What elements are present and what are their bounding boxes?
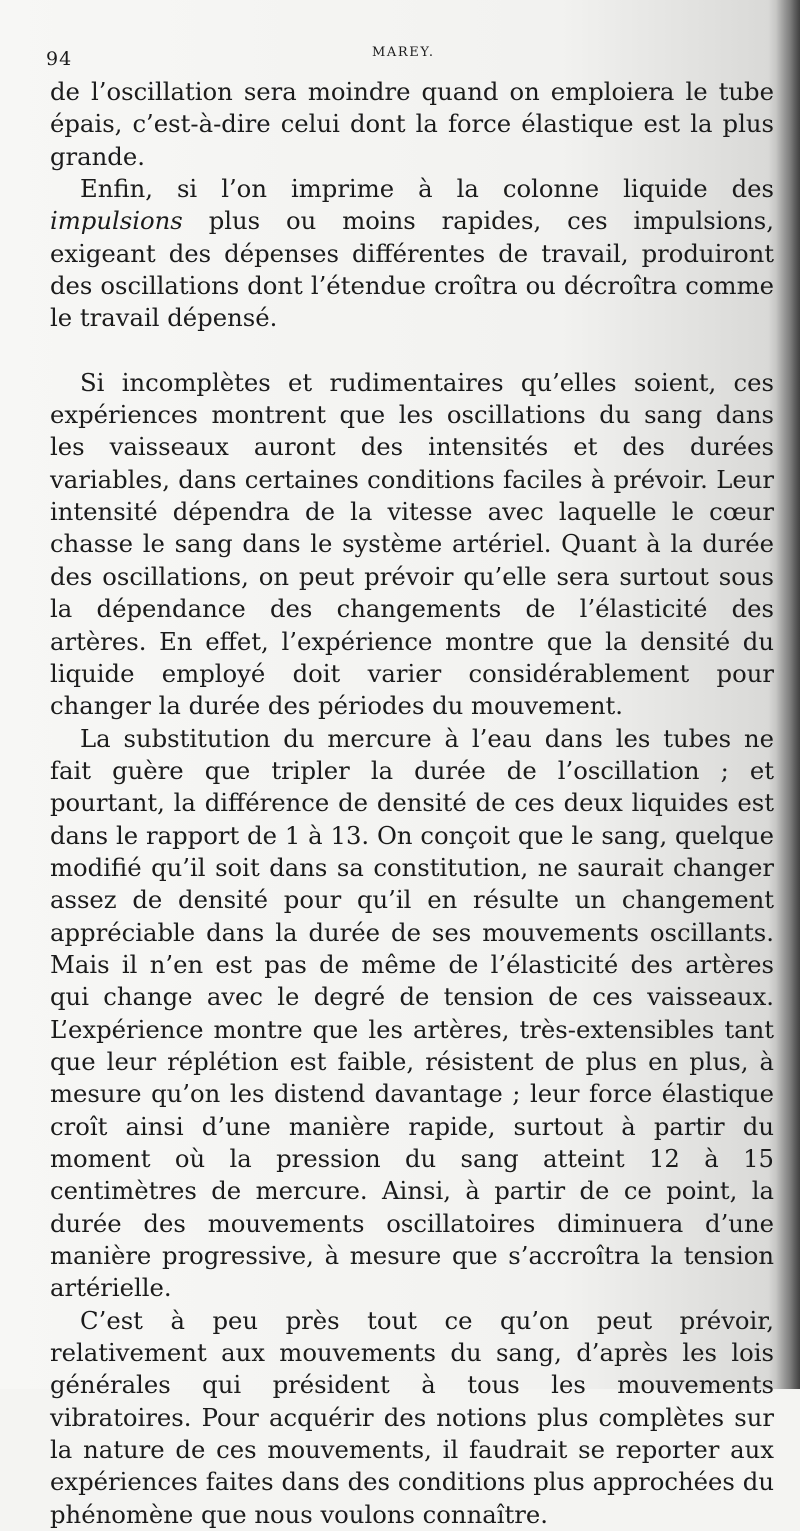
paragraph-2-emphasis: impulsions [50,206,183,236]
paragraph-5-text: C’est à peu près tout ce qu’on peut prévoir, relativement aux mouvements du sang, d’après les lois générales qui président à tous les mouvements vibratoires. Pour acquérir des notions plus complètes sur la nature de ces mouvements, il faudrait se reporter aux expériences faites dans des conditions plus approchées du phénomène que nous voulons connaître. [50,1305,774,1529]
paragraph-2-text-start: Enfin, si l’on imprime à la colonne liquide des [80,174,774,204]
paragraph-2 [50,173,774,335]
paragraph-2-text-end: plus ou moins rapides, ces impulsions, exigeant des dépenses différentes de travail, produiront des oscillations dont l’étendue croîtra ou décroîtra comme le travail dépensé. [50,206,774,333]
paragraph-4-text: La substitution du mercure à l’eau dans les tubes ne fait guère que tripler la durée de l’oscillation ; et pourtant, la différence de densité de ces deux liquides est dans le rapport de 1 à 13. On conçoit que le sang, quelque modifié qu’il soit dans sa constitution, ne saurait changer assez de densité pour qu’il en résulte un changement appréciable dans la durée de ses mouvements oscillants. Mais il n’en est pas de même de l’élasticité des artères qui change avec le degré de tension de ces vaisseaux. L’expérience montre que les artères, très-extensibles tant que leur réplétion est faible, résistent de plus en plus, à mesure qu’on les distend davantage ; leur force élastique croît ainsi d’une manière rapide, surtout à partir du moment où la pression du sang atteint 12 à 15 centimètres de mercure. Ainsi, à partir de ce point, la durée des mouvements oscillatoires diminuera d’une manière progressive, à mesure que s’accroîtra la tension artérielle. [50,723,774,1303]
paragraph-1 [50,76,774,173]
body-text [50,76,774,1531]
page-number: 94 [46,48,73,70]
running-head: MAREY. [372,45,435,60]
paragraph-4 [50,723,774,1305]
paragraph-3-text: Si incomplètes et rudimentaires qu’elles soient, ces expériences montrent que les oscillations du sang dans les vaisseaux auront des intensités et des durées variables, dans certaines conditions faciles à prévoir. Leur intensité dépendra de la vitesse avec laquelle le cœur chasse le sang dans le système artériel. Quant à la durée des oscillations, on peut prévoir qu’elle sera surtout sous la dépendance des changements de l’élasticité des artères. En effet, l’expérience montre que la densité du liquide employé doit varier considérablement pour changer la durée des périodes du mouvement. [50,367,774,721]
paragraph-3 [50,367,774,723]
paragraph-5 [50,1305,774,1531]
page-edge-shadow [776,0,800,1389]
paragraph-1-text: de l’oscillation sera moindre quand on emploiera le tube épais, c’est-à-dire celui dont la force élastique est la plus grande. [50,77,774,171]
